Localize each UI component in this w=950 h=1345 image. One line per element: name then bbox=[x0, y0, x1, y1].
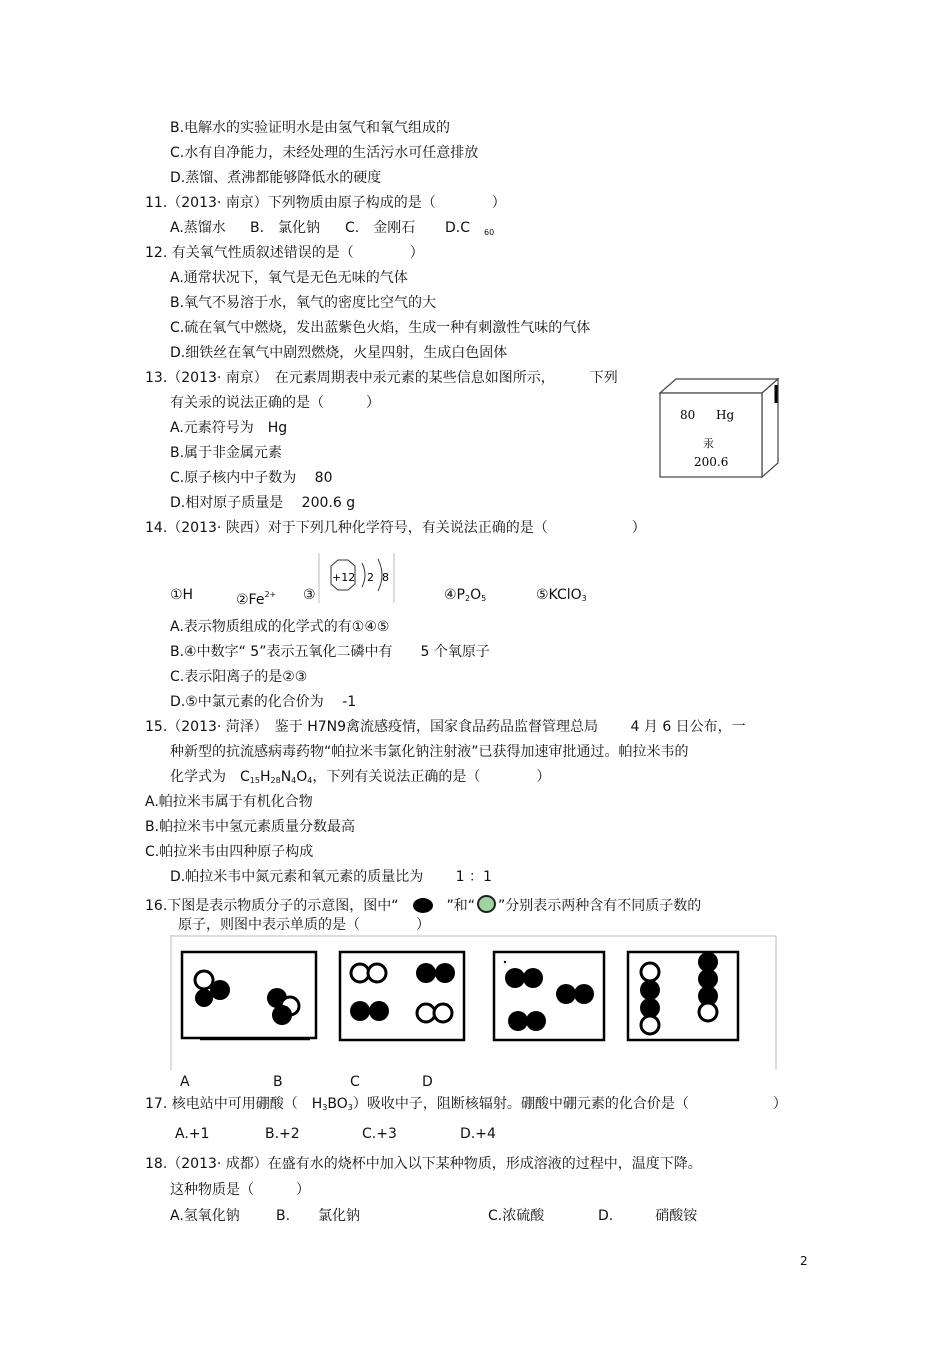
shell-1-electrons: 2 bbox=[367, 571, 374, 584]
page-number: 2 bbox=[800, 1254, 808, 1268]
q11-stem: 11.（2013· 南京）下列物质由原子构成的是（ ） bbox=[145, 195, 506, 211]
q14-symbol-3-label: ③ bbox=[303, 587, 316, 603]
nucleus-charge: +12 bbox=[332, 571, 356, 584]
q18-option-c: C.浓硫酸 bbox=[488, 1208, 545, 1224]
q17-option-c: C.+3 bbox=[362, 1126, 397, 1142]
q10-option-c: C.水有自净能力，未经处理的生活污水可任意排放 bbox=[170, 145, 479, 161]
element-mass: 200.6 bbox=[694, 455, 729, 469]
q16-label-c: C bbox=[350, 1074, 360, 1090]
q15-stem-line2: 种新型的抗流感病毒药物“帕拉米韦氯化钠注射液”已获得加速审批通过。帕拉米韦的 bbox=[170, 744, 689, 760]
q16-stem-line1: 16.下图是表示物质分子的示意图，图中“ ”和“ ”分别表示两种含有不同质子数的 bbox=[145, 895, 701, 915]
q14-symbol-1: ①H bbox=[170, 587, 194, 603]
q11-option-c: C. 金刚石 bbox=[345, 220, 416, 236]
q12-option-b: B.氧气不易溶于水，氧气的密度比空气的大 bbox=[170, 295, 437, 311]
diagram-a bbox=[182, 952, 316, 1039]
q14-option-c: C.表示阳离子的是②③ bbox=[170, 669, 308, 685]
q18-stem-line1: 18.（2013· 成都）在盛有水的烧杯中加入以下某种物质，形成溶液的过程中，温度下降。 bbox=[145, 1156, 702, 1172]
q14-option-a: A.表示物质组成的化学式的有①④⑤ bbox=[170, 619, 390, 635]
black-atom-icon bbox=[413, 898, 433, 913]
q14-symbol-5: ⑤KClO$_3$ bbox=[536, 587, 587, 603]
mercury-element-card bbox=[658, 375, 780, 481]
q16-label-d: D bbox=[422, 1074, 433, 1090]
diagram-d bbox=[628, 952, 738, 1040]
q18-option-a: A.氢氧化钠 bbox=[170, 1208, 240, 1224]
q18-option-b: B. 氯化钠 bbox=[276, 1208, 361, 1224]
q15-stem-line3: 化学式为 $C_{15}H_{28}N_4O_4$，下列有关说法正确的是（ ） bbox=[170, 769, 551, 785]
shell-2-electrons: 8 bbox=[382, 571, 389, 584]
q13-stem-line1: 13.（2013· 南京） 在元素周期表中汞元素的某些信息如图所示， 下列 bbox=[145, 370, 618, 386]
element-symbol: Hg bbox=[716, 408, 735, 422]
q13-option-c: C.原子核内中子数为 80 bbox=[170, 470, 333, 486]
q13-option-d: D.相对原子质量是 200.6 g bbox=[170, 495, 356, 511]
q12-option-c: C.硫在氧气中燃烧，发出蓝紫色火焰，生成一种有刺激性气味的气体 bbox=[170, 320, 591, 336]
q18-stem-line2: 这种物质是（ ） bbox=[170, 1182, 310, 1198]
q17-option-a: A.+1 bbox=[175, 1126, 210, 1142]
element-number: 80 bbox=[680, 408, 696, 422]
q17-stem: 17. 核电站中可用硼酸（ $H_3BO_3$）吸收中子，阻断核辐射。硼酸中硼元素的化合价是（ ） bbox=[145, 1096, 787, 1112]
diagram-c bbox=[494, 952, 604, 1040]
q12-option-a: A.通常状况下，氧气是无色无味的气体 bbox=[170, 270, 408, 286]
q17-option-d: D.+4 bbox=[460, 1126, 496, 1142]
q17-option-b: B.+2 bbox=[265, 1126, 300, 1142]
q14-option-d: D.⑤中氯元素的化合价为 -1 bbox=[170, 694, 357, 710]
q13-option-b: B.属于非金属元素 bbox=[170, 445, 283, 461]
q14-symbol-4: $④P_2O_5$ bbox=[444, 587, 487, 603]
q11-option-a: A.蒸馏水 bbox=[170, 220, 226, 236]
q15-option-b: B.帕拉米韦中氢元素质量分数最高 bbox=[145, 819, 356, 835]
q14-option-b: B.④中数字“ 5”表示五氧化二磷中有 5 个氧原子 bbox=[170, 644, 490, 660]
q12-stem: 12. 有关氧气性质叙述错误的是（ ） bbox=[145, 245, 424, 261]
q11-option-d: D.C $_{60}$ bbox=[445, 220, 495, 237]
q15-option-c: C.帕拉米韦由四种原子构成 bbox=[145, 844, 314, 860]
q18-option-d: D. 硝酸铵 bbox=[598, 1208, 698, 1224]
q12-option-d: D.细铁丝在氧气中剧烈燃烧，火星四射，生成白色固体 bbox=[170, 345, 508, 361]
q11-option-b: B. 氯化钠 bbox=[250, 220, 321, 236]
element-name: 汞 bbox=[703, 437, 714, 450]
q10-option-d: D.蒸馏、煮沸都能够降低水的硬度 bbox=[170, 170, 382, 186]
magnesium-ion-structure-diagram bbox=[318, 553, 396, 603]
q13-stem-line2: 有关汞的说法正确的是（ ） bbox=[170, 395, 380, 411]
q14-stem: 14.（2013· 陕西）对于下列几种化学符号，有关说法正确的是（ ） bbox=[145, 520, 646, 536]
q15-stem-line1: 15.（2013· 菏泽） 鉴于 H7N9禽流感疫情，国家食品药品监督管理总局 4 月 6 日公布，一 bbox=[145, 719, 746, 735]
q15-option-d: D.帕拉米韦中氮元素和氧元素的质量比为 1 ：1 bbox=[170, 869, 492, 885]
diagram-b bbox=[340, 952, 464, 1040]
q14-symbol-2: $②Fe^{2+}$ bbox=[236, 590, 277, 608]
q16-stem-line2: 原子，则图中表示单质的是（ ） bbox=[178, 917, 430, 933]
q16-label-a: A bbox=[180, 1074, 190, 1090]
q13-option-a: A.元素符号为 Hg bbox=[170, 420, 288, 436]
molecule-diagrams bbox=[170, 935, 780, 1070]
q15-option-a: A.帕拉米韦属于有机化合物 bbox=[145, 794, 313, 810]
green-atom-icon bbox=[477, 895, 496, 913]
q10-option-b: B.电解水的实验证明水是由氢气和氧气组成的 bbox=[170, 120, 451, 136]
q16-label-b: B bbox=[273, 1074, 283, 1090]
